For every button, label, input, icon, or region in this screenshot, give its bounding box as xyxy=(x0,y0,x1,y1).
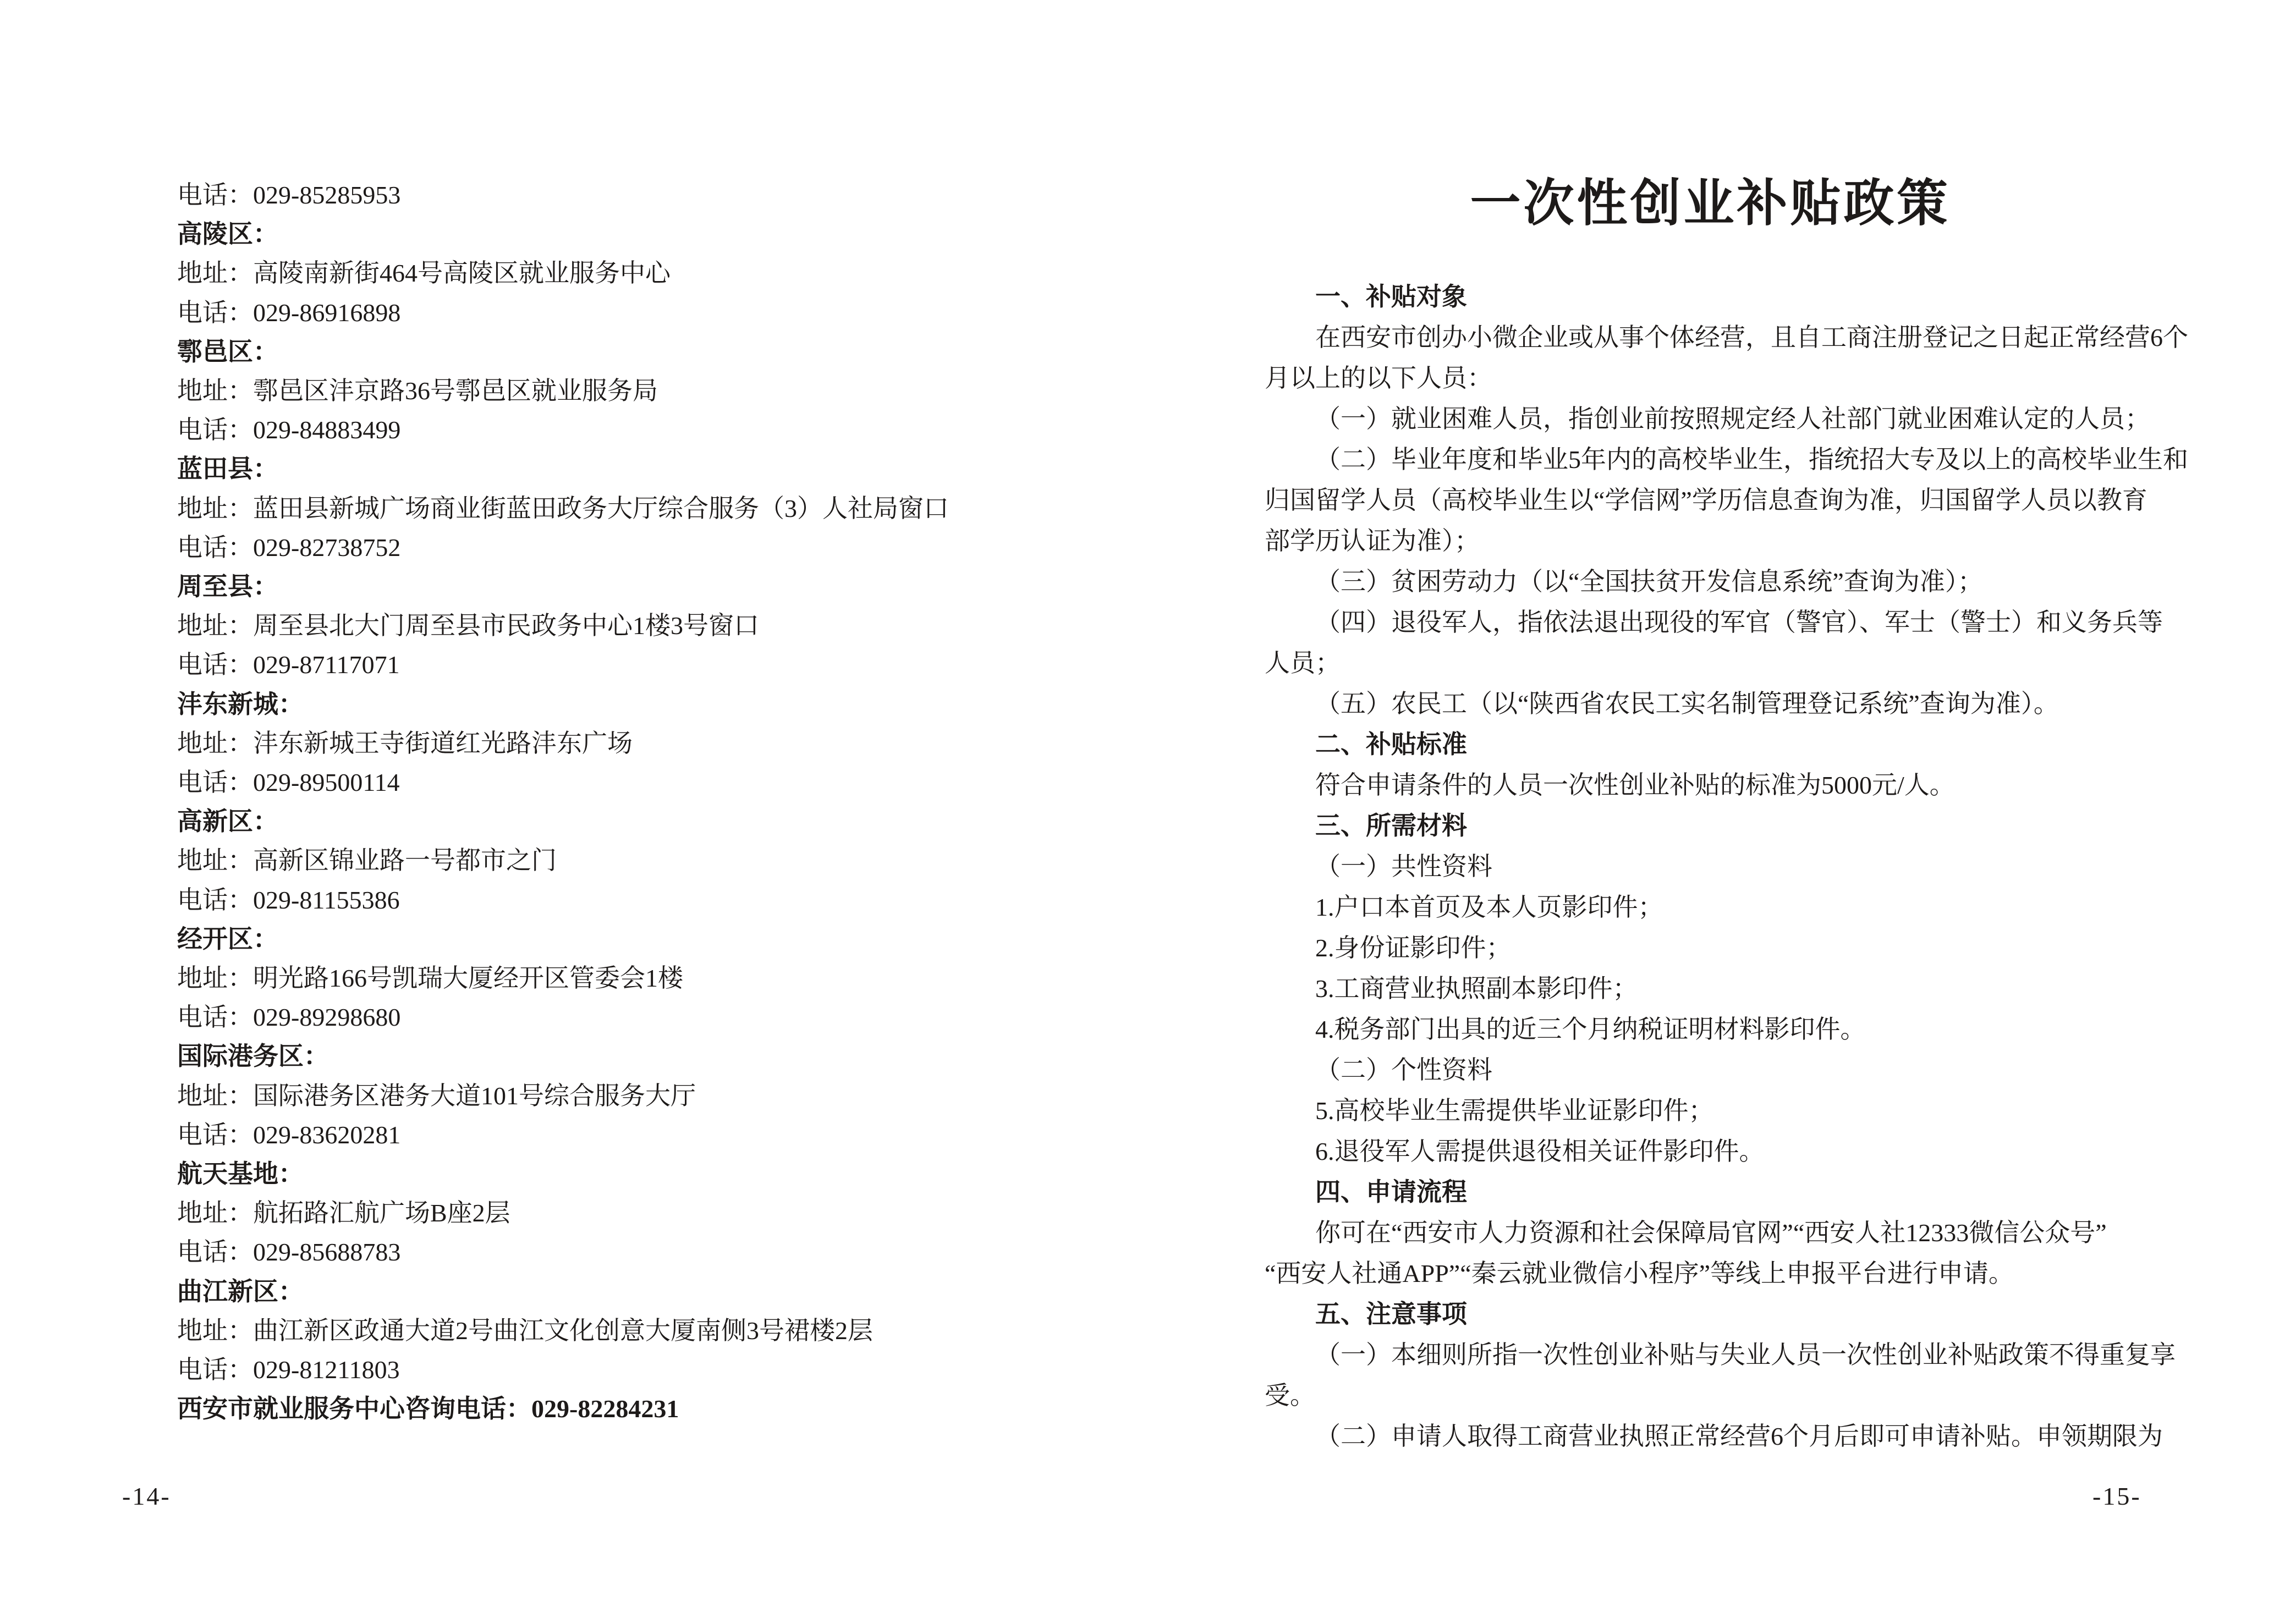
text-line: 电话：029-85688783 xyxy=(177,1238,401,1267)
text-line: 地址：沣东新城王寺街道红光路沣东广场 xyxy=(177,729,633,757)
text-line: 你可在“西安市人力资源和社会保障局官网”“西安人社12333微信公众号” xyxy=(1315,1219,2107,1247)
text-line: 一、补贴对象 xyxy=(1315,283,1467,311)
text-line: 高陵区： xyxy=(177,220,278,249)
text-line: 曲江新区： xyxy=(177,1277,304,1306)
text-line: 地址：鄠邑区沣京路36号鄠邑区就业服务局 xyxy=(177,377,658,405)
text-line: （一）就业困难人员，指创业前按照规定经人社部门就业困难认定的人员； xyxy=(1315,405,2150,433)
text-line: 鄠邑区： xyxy=(177,337,278,366)
text-line: 地址：明光路166号凯瑞大厦经开区管委会1楼 xyxy=(177,964,683,993)
text-line: 人员； xyxy=(1265,649,1341,677)
text-line: 高新区： xyxy=(177,807,278,836)
text-line: 周至县： xyxy=(177,572,278,601)
text-line: （四）退役军人，指依法退出现役的军官（警官）、军士（警士）和义务兵等 xyxy=(1315,608,2163,636)
text-line: 经开区： xyxy=(177,924,278,953)
text-line: 四、申请流程 xyxy=(1315,1178,1467,1206)
page-title: 一次性创业补贴政策 xyxy=(1470,175,1951,232)
text-line: （二）申请人取得工商营业执照正常经营6个月后即可申请补贴。申领期限为 xyxy=(1315,1422,2163,1450)
text-line: 地址：国际港务区港务大道101号综合服务大厅 xyxy=(177,1081,696,1110)
text-line: 月以上的以下人员： xyxy=(1265,364,1492,392)
text-line: 沣东新城： xyxy=(177,690,304,718)
text-line: 电话：029-89500114 xyxy=(177,768,400,797)
text-line: 电话：029-81155386 xyxy=(177,885,400,914)
text-line: 3.工商营业执照副本影印件； xyxy=(1315,975,1638,1003)
text-line: 电话：029-83620281 xyxy=(177,1120,401,1149)
text-line: 2.身份证影印件； xyxy=(1315,934,1512,962)
text-line: 西安市就业服务中心咨询电话：029-82284231 xyxy=(177,1395,679,1423)
text-line: 三、所需材料 xyxy=(1315,812,1467,840)
text-line: 电话：029-85285953 xyxy=(177,181,401,209)
text-line: 受。 xyxy=(1265,1381,1315,1410)
text-line: “西安人社通APP”“秦云就业微信小程序”等线上申报平台进行申请。 xyxy=(1265,1259,2014,1287)
page-number-left: -14- xyxy=(122,1482,171,1510)
page-number-right: -15- xyxy=(2092,1482,2141,1510)
text-line: 五、注意事项 xyxy=(1315,1300,1467,1328)
text-line: 电话：029-89298680 xyxy=(177,1003,401,1032)
text-line: 地址：周至县北大门周至县市民政务中心1楼3号窗口 xyxy=(177,612,759,640)
text-line: （一）本细则所指一次性创业补贴与失业人员一次性创业补贴政策不得重复享 xyxy=(1315,1341,2176,1369)
text-line: （五）农民工（以“陕西省农民工实名制管理登记系统”查询为准）。 xyxy=(1315,690,2059,718)
text-line: 蓝田县： xyxy=(177,455,278,483)
text-line: （一）共性资料 xyxy=(1315,852,1492,880)
text-line: 部学历认证为准）； xyxy=(1265,527,1480,555)
text-line: 4.税务部门出具的近三个月纳税证明材料影印件。 xyxy=(1315,1015,1866,1043)
text-line: 地址：蓝田县新城广场商业街蓝田政务大厅综合服务（3）人社局窗口 xyxy=(177,494,949,522)
text-line: 地址：曲江新区政通大道2号曲江文化创意大厦南侧3号裙楼2层 xyxy=(177,1316,873,1345)
text-line: 二、补贴标准 xyxy=(1315,730,1467,758)
left-page-text-column xyxy=(177,175,1079,1429)
text-line: 航天基地： xyxy=(177,1160,304,1188)
text-line: 在西安市创办小微企业或从事个体经营，且自工商注册登记之日起正常经营6个 xyxy=(1315,323,2188,351)
text-line: 归国留学人员（高校毕业生以“学信网”学历信息查询为准，归国留学人员以教育 xyxy=(1265,486,2147,514)
text-line: （三）贫困劳动力（以“全国扶贫开发信息系统”查询为准）； xyxy=(1315,568,1983,596)
right-page-text-column xyxy=(1265,277,2194,1457)
text-line: 6.退役军人需提供退役相关证件影印件。 xyxy=(1315,1137,1765,1165)
text-line: 电话：029-81211803 xyxy=(177,1356,400,1384)
text-line: （二）个性资料 xyxy=(1315,1056,1492,1084)
text-line: 国际港务区： xyxy=(177,1042,329,1071)
text-line: （二）毕业年度和毕业5年内的高校毕业生，指统招大专及以上的高校毕业生和 xyxy=(1315,445,2188,474)
text-line: 1.户口本首页及本人页影印件； xyxy=(1315,893,1663,921)
text-line: 电话：029-82738752 xyxy=(177,533,401,561)
text-line: 5.高校毕业生需提供毕业证影印件； xyxy=(1315,1097,1714,1125)
text-line: 地址：高新区锦业路一号都市之门 xyxy=(177,846,557,875)
text-line: 电话：029-87117071 xyxy=(177,651,400,679)
text-line: 电话：029-84883499 xyxy=(177,416,401,444)
text-line: 地址：高陵南新街464号高陵区就业服务中心 xyxy=(177,259,671,288)
text-line: 符合申请条件的人员一次性创业补贴的标准为5000元/人。 xyxy=(1315,771,1955,799)
text-line: 地址：航拓路汇航广场B座2层 xyxy=(177,1199,510,1227)
text-line: 电话：029-86916898 xyxy=(177,298,401,327)
